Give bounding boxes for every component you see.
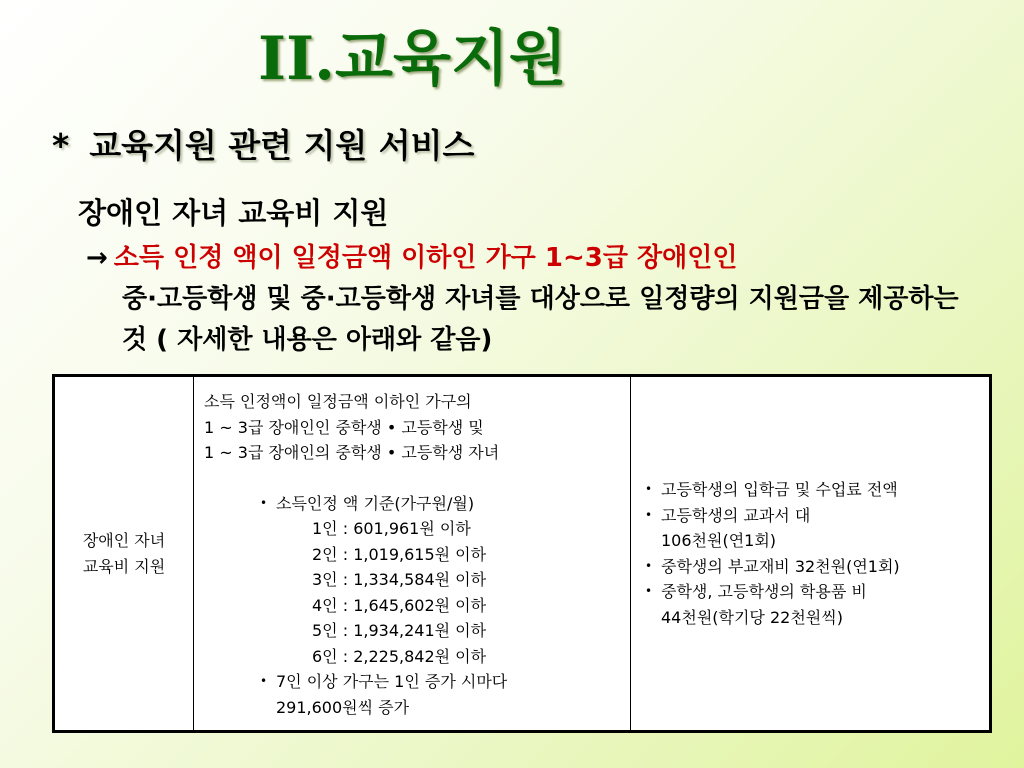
- category-cell: [54, 376, 194, 732]
- income-label: 소득인정 액 기준(가구원/월): [276, 493, 475, 513]
- eligibility-line: 1 ~ 3급 장애인의 중학생 • 고등학생 자녀: [204, 443, 500, 462]
- benefit-line: 고등학생의 입학금 및 수업료 전액: [661, 480, 898, 499]
- subtitle-text: 교육지원 관련 지원 서비스: [89, 126, 475, 165]
- list-item: [276, 669, 630, 720]
- benefits-cell: [631, 376, 991, 732]
- section-subtitle: [52, 124, 474, 168]
- spacer: [204, 466, 630, 491]
- benefit-line: 106천원(연1회): [661, 531, 777, 550]
- income-row: 6인 : 2,225,842원 이하: [312, 646, 487, 666]
- eligibility-cell: [194, 376, 631, 732]
- eligibility-line: 소득 인정액이 일정금액 이하인 가구의: [204, 392, 472, 411]
- description-highlight: 소득 인정 액이 일정금액 이하인 가구 1~3급 장애인인: [113, 243, 738, 273]
- income-row: 4인 : 1,645,602원 이하: [312, 595, 487, 615]
- eligibility-line: 1 ~ 3급 장애인인 중학생 • 고등학생 및: [204, 417, 484, 437]
- income-list: [204, 491, 630, 721]
- arrow-icon: →: [86, 243, 108, 273]
- benefit-line: 중학생, 고등학생의 학용품 비: [661, 582, 867, 601]
- benefits-list: [641, 477, 989, 630]
- income-extra-line: 291,600원씩 증가: [276, 697, 410, 717]
- income-row: 5인 : 1,934,241원 이하: [312, 621, 487, 640]
- benefit-line: 중학생의 부교재비 32천원(연1회): [661, 556, 900, 576]
- category-line: 장애인 자녀: [82, 531, 166, 550]
- service-heading: 장애인 자녀 교육비 지원: [78, 196, 389, 230]
- description-rest: 중·고등학생 및 중·고등학생 자녀를 대상으로 일정량의 지원금을 제공하는 것 ( 자세한 내용은 아래와 같음): [122, 284, 959, 355]
- subtitle-bullet: *: [52, 126, 70, 165]
- benefit-line: 고등학생의 교과서 대: [661, 505, 811, 525]
- income-extra-line: • 7인 이상 가구는 1인 증가 시마다: [276, 672, 508, 691]
- list-item: [276, 491, 630, 670]
- list-item: [661, 579, 989, 630]
- list-item: [661, 554, 989, 580]
- income-row: 3인 : 1,334,584원 이하: [312, 570, 487, 589]
- page-title: II.교육지원: [258, 24, 567, 94]
- service-description: [86, 238, 986, 361]
- list-item: [661, 477, 989, 503]
- info-table: [52, 374, 992, 733]
- benefit-line: 44천원(학기당 22천원씩): [661, 607, 843, 627]
- category-line: 교육비 지원: [82, 556, 166, 576]
- income-row: 1인 : 601,961원 이하: [312, 519, 471, 538]
- list-item: [661, 503, 989, 554]
- table-row: [54, 376, 991, 732]
- income-row: 2인 : 1,019,615원 이하: [312, 544, 487, 564]
